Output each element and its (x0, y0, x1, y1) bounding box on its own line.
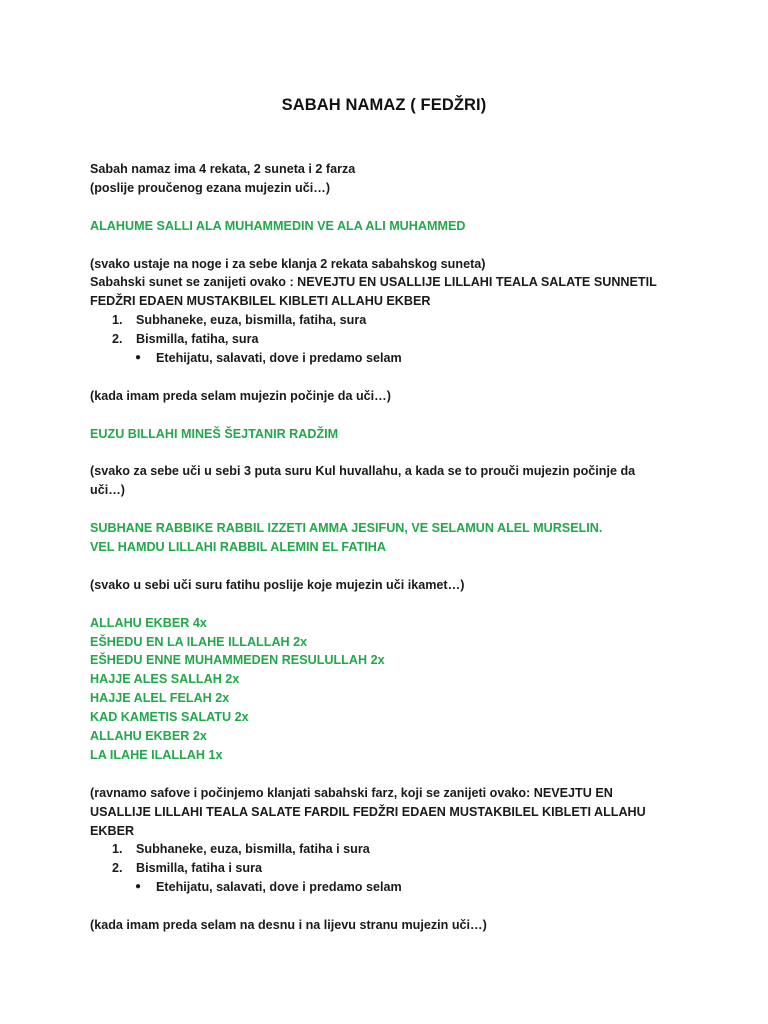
note-2-line-2: uči…) (90, 483, 125, 498)
fard-bullet-text: Etehijatu, salavati, dove i predamo selam (156, 880, 402, 895)
ikamet-line: EŠHEDU ENNE MUHAMMEDEN RESULULLAH 2x (90, 653, 385, 668)
page-title: SABAH NAMAZ ( FEDŽRI) (281, 96, 487, 114)
sunnah-step-1: Subhaneke, euza, bismilla, fatiha, sura (136, 313, 367, 328)
spacer (90, 198, 690, 217)
document-body (90, 160, 690, 935)
salawat-text: ALAHUME SALLI ALA MUHAMMEDIN VE ALA ALI MUHAMMED (90, 218, 466, 233)
tasbih-line-2: VEL HAMDU LILLAHI RABBIL ALEMIN EL FATIHA (90, 540, 386, 555)
sunnah-bullet-text: Etehijatu, salavati, dove i predamo selam (156, 351, 402, 366)
spacer (90, 897, 690, 916)
ikamet-line: KAD KAMETIS SALATU 2x (90, 710, 249, 725)
ikamet-line: ALLAHU EKBER 4x (90, 615, 207, 630)
sunnah-line-2: Sabahski sunet se zanijeti ovako : NEVEJTU EN USALLIJE LILLAHI TEALA SALATE SUNNETIL (90, 275, 657, 290)
intro-line-2: (poslije proučenog ezana mujezin uči…) (90, 180, 331, 195)
note-3: (svako u sebi uči suru fatihu poslije koje mujezin uči ikamet…) (90, 577, 465, 592)
spacer (90, 236, 690, 255)
sunnah-steps-list (90, 311, 690, 349)
bullet-dot-icon: ● (135, 352, 142, 364)
ikamet-line: ALLAHU EKBER 2x (90, 729, 207, 744)
fard-step-2: Bismilla, fatiha i sura (136, 861, 262, 876)
spacer (90, 595, 690, 614)
note-2-line-1: (svako za sebe uči u sebi 3 puta suru Kul huvallahu, a kada se to prouči mujezin počinje da (90, 464, 636, 479)
sunnah-line-1: (svako ustaje na noge i za sebe klanja 2 rekata sabahskog suneta) (90, 256, 486, 271)
tasbih-line-1: SUBHANE RABBIKE RABBIL IZZETI AMMA JESIFUN, VE SELAMUN ALEL MURSELIN. (90, 521, 603, 536)
fard-steps-list (90, 840, 690, 878)
ikamet-line: HAJJE ALES SALLAH 2x (90, 672, 240, 687)
sunnah-line-3: FEDŽRI EDAEN MUSTAKBILEL KIBLETI ALLAHU EKBER (90, 294, 431, 309)
fard-step-1: Subhaneke, euza, bismilla, fatiha i sura (136, 842, 370, 857)
spacer (90, 368, 690, 387)
ikamet-line: HAJJE ALEL FELAH 2x (90, 691, 230, 706)
intro-line-1: Sabah namaz ima 4 rekata, 2 suneta i 2 farza (90, 162, 356, 176)
ikamet-line: LA ILAHE ILALLAH 1x (90, 747, 223, 762)
spacer (90, 500, 690, 519)
fard-line-1: (ravnamo safove i počinjemo klanjati sabahski farz, koji se zanijeti ovako: NEVEJTU EN (90, 785, 613, 800)
sunnah-bullet-list (90, 349, 690, 368)
note-4: (kada imam preda selam na desnu i na lijevu stranu mujezin uči…) (90, 918, 487, 933)
spacer (90, 406, 690, 425)
istiadha-text: EUZU BILLAHI MINEŠ ŠEJTANIR RADŽIM (90, 426, 339, 441)
spacer (90, 557, 690, 576)
spacer (90, 444, 690, 463)
fard-line-2: USALLIJE LILLAHI TEALA SALATE FARDIL FEDŽRI EDAEN MUSTAKBILEL KIBLETI ALLAHU EKBER (90, 804, 646, 838)
fard-bullet-item (135, 878, 690, 897)
bullet-dot-icon: ● (135, 881, 142, 893)
sunnah-bullet-item (135, 349, 690, 368)
spacer (90, 765, 690, 784)
fard-bullet-list (90, 878, 690, 897)
ikamet-line: EŠHEDU EN LA ILAHE ILLALLAH 2x (90, 634, 308, 649)
note-1: (kada imam preda selam mujezin počinje da uči…) (90, 388, 391, 403)
sunnah-step-2: Bismilla, fatiha, sura (136, 332, 259, 347)
